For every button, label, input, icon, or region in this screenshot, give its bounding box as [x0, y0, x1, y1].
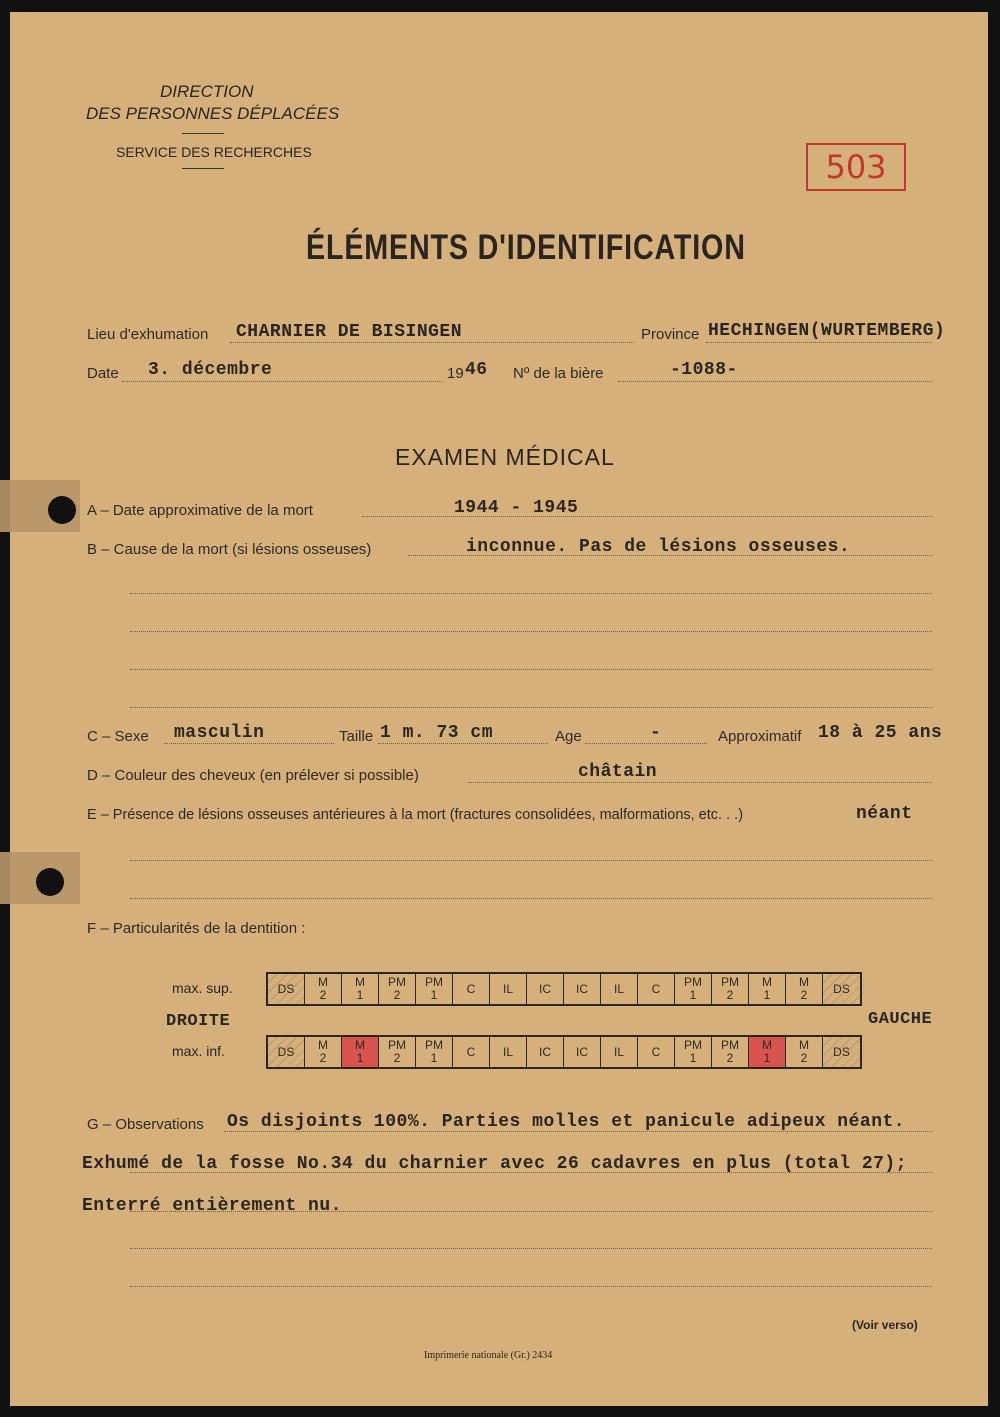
tooth-type: PM	[388, 975, 406, 989]
upper-tooth-ds	[823, 974, 860, 1004]
year-suffix: 46	[465, 360, 488, 380]
lower-tooth-pm1	[675, 1037, 712, 1067]
upper-tooth-c	[453, 974, 490, 1004]
e-extra-line-1	[130, 860, 932, 861]
imprimerie-label: Imprimerie nationale (Gr.) 2434	[424, 1350, 553, 1361]
tooth-type: PM	[425, 1038, 443, 1052]
tooth-type: C	[651, 1044, 661, 1059]
binder-hole-bottom	[36, 868, 64, 896]
tooth-number: 2	[726, 988, 734, 1002]
tooth-type: IL	[613, 981, 624, 996]
f-label: F – Particularités de la dentition :	[87, 920, 306, 937]
tooth-number: 1	[356, 1051, 364, 1065]
tooth-type: IC	[539, 1044, 551, 1059]
tooth-type: PM	[388, 1038, 406, 1052]
upper-tooth-ds	[268, 974, 305, 1004]
observation-dotline-5	[130, 1286, 932, 1287]
year-prefix: 19	[447, 365, 464, 382]
tooth-number: 2	[726, 1051, 734, 1065]
tooth-number: 1	[689, 1051, 697, 1065]
lower-tooth-ds	[268, 1037, 305, 1067]
biere-value: -1088-	[670, 360, 738, 380]
upper-teeth-row	[266, 972, 862, 1006]
sexe-dotline	[164, 743, 334, 744]
service-label: SERVICE DES RECHERCHES	[116, 144, 312, 160]
form-sheet	[10, 12, 988, 1406]
tooth-type: C	[651, 981, 661, 996]
tooth-type: M	[762, 975, 772, 989]
approx-label: Approximatif	[718, 728, 802, 745]
observation-line-1: Os disjoints 100%. Parties molles et panicule adipeux néant.	[227, 1112, 906, 1132]
tooth-number: 2	[800, 988, 808, 1002]
tooth-type: M	[318, 975, 328, 989]
lower-tooth-c	[453, 1037, 490, 1067]
c-label: C – Sexe	[87, 728, 149, 745]
province-dotline	[706, 342, 932, 343]
max-inf-label: max. inf.	[172, 1043, 225, 1059]
upper-tooth-pm2	[712, 974, 749, 1004]
tooth-type: M	[355, 975, 365, 989]
upper-tooth-ic	[564, 974, 601, 1004]
tooth-type: M	[799, 1038, 809, 1052]
tooth-number: 1	[763, 1051, 771, 1065]
droite-label: DROITE	[166, 1012, 231, 1031]
a-value: 1944 - 1945	[454, 498, 579, 518]
tooth-number: 1	[356, 988, 364, 1002]
page-title: ÉLÉMENTS D'IDENTIFICATION	[306, 228, 746, 267]
tooth-type: IL	[502, 1044, 513, 1059]
observation-dotline-2	[130, 1172, 932, 1173]
a-dotline	[362, 516, 932, 517]
upper-tooth-pm1	[675, 974, 712, 1004]
tooth-number: 1	[430, 1051, 438, 1065]
org-line-2: DES PERSONNES DÉPLACÉES	[86, 104, 340, 123]
e-extra-line-2	[130, 898, 932, 899]
a-label: A – Date approximative de la mort	[87, 502, 313, 519]
binder-hole-top	[48, 496, 76, 524]
g-label: G – Observations	[87, 1116, 204, 1133]
lower-teeth-row	[266, 1035, 862, 1069]
gauche-label: GAUCHE	[868, 1010, 933, 1029]
tooth-type: PM	[425, 975, 443, 989]
date-value: 3. décembre	[148, 360, 273, 380]
upper-tooth-pm1	[416, 974, 453, 1004]
examen-heading: EXAMEN MÉDICAL	[395, 444, 615, 470]
lower-tooth-ic	[564, 1037, 601, 1067]
observation-dotline-3	[130, 1211, 932, 1212]
tooth-type: PM	[684, 1038, 702, 1052]
lower-tooth-ic	[527, 1037, 564, 1067]
upper-tooth-m2	[786, 974, 823, 1004]
tooth-number: 2	[319, 988, 327, 1002]
tooth-number: 2	[393, 1051, 401, 1065]
tooth-type: IL	[502, 981, 513, 996]
upper-tooth-c	[638, 974, 675, 1004]
upper-tooth-m1	[749, 974, 786, 1004]
lower-tooth-pm1	[416, 1037, 453, 1067]
tooth-type: M	[762, 1038, 772, 1052]
d-value: châtain	[578, 762, 658, 782]
date-label: Date	[87, 365, 119, 382]
biere-dotline	[618, 381, 932, 382]
e-label: E – Présence de lésions osseuses antérieures à la mort (fractures consolidées, malformations, etc. . .)	[87, 807, 744, 823]
observation-line-3: Enterré entièrement nu.	[82, 1196, 342, 1216]
lower-tooth-m2	[786, 1037, 823, 1067]
tooth-type: IC	[576, 981, 588, 996]
tooth-type: DS	[277, 1044, 295, 1059]
tooth-type: C	[466, 1044, 476, 1059]
taille-label: Taille	[339, 728, 374, 745]
org-line-1: DIRECTION	[160, 82, 254, 101]
tooth-type: DS	[277, 981, 295, 996]
upper-tooth-m2	[305, 974, 342, 1004]
province-label: Province	[641, 326, 700, 343]
lieu-dotline	[230, 342, 634, 343]
max-sup-label: max. sup.	[172, 980, 233, 996]
voir-verso: (Voir verso)	[852, 1318, 918, 1332]
biere-label: Nº de la bière	[513, 365, 604, 382]
tooth-type: M	[355, 1038, 365, 1052]
file-number: 503	[825, 148, 887, 186]
lower-tooth-m1	[342, 1037, 379, 1067]
b-label: B – Cause de la mort (si lésions osseuses)	[87, 541, 372, 558]
upper-tooth-il	[601, 974, 638, 1004]
tooth-number: 2	[319, 1051, 327, 1065]
tooth-number: 2	[800, 1051, 808, 1065]
tooth-type: PM	[684, 975, 702, 989]
b-value: inconnue. Pas de lésions osseuses.	[466, 537, 851, 557]
tooth-number: 1	[689, 988, 697, 1002]
tooth-type: IC	[576, 1044, 588, 1059]
lower-tooth-ds	[823, 1037, 860, 1067]
upper-tooth-pm2	[379, 974, 416, 1004]
header-rule-1	[182, 133, 224, 134]
tooth-type: DS	[833, 1044, 850, 1059]
lieu-value: CHARNIER DE BISINGEN	[236, 322, 463, 342]
taille-dotline	[378, 743, 548, 744]
tooth-type: C	[466, 981, 476, 996]
tooth-number: 1	[763, 988, 771, 1002]
e-value: néant	[856, 804, 913, 824]
b-extra-line-4	[130, 707, 932, 708]
d-dotline	[468, 782, 932, 783]
lower-tooth-pm2	[379, 1037, 416, 1067]
age-dotline	[585, 743, 707, 744]
lower-tooth-c	[638, 1037, 675, 1067]
lower-tooth-m2	[305, 1037, 342, 1067]
tooth-type: IL	[613, 1044, 624, 1059]
upper-tooth-ic	[527, 974, 564, 1004]
sexe-value: masculin	[174, 723, 265, 743]
lieu-label: Lieu d'exhumation	[87, 326, 209, 343]
date-dotline	[122, 381, 442, 382]
tooth-type: PM	[721, 975, 739, 989]
observation-line-2: Exhumé de la fosse No.34 du charnier avec 26 cadavres en plus (total 27);	[82, 1154, 908, 1174]
province-value: HECHINGEN(WURTEMBERG)	[708, 321, 946, 341]
tooth-number: 2	[393, 988, 401, 1002]
tooth-type: DS	[833, 981, 850, 996]
upper-tooth-m1	[342, 974, 379, 1004]
tooth-type: IC	[539, 981, 551, 996]
header-rule-2	[182, 168, 224, 169]
upper-tooth-il	[490, 974, 527, 1004]
lower-tooth-il	[601, 1037, 638, 1067]
file-number-stamp	[806, 143, 906, 191]
lower-tooth-pm2	[712, 1037, 749, 1067]
taille-value: 1 m. 73 cm	[380, 723, 494, 743]
b-extra-line-3	[130, 669, 932, 670]
observation-dotline-1	[224, 1131, 932, 1132]
age-label: Age	[555, 728, 582, 745]
tooth-type: M	[799, 975, 809, 989]
d-label: D – Couleur des cheveux (en prélever si possible)	[87, 767, 419, 784]
b-extra-line-1	[130, 593, 932, 594]
tooth-type: M	[318, 1038, 328, 1052]
lower-tooth-il	[490, 1037, 527, 1067]
tooth-number: 1	[430, 988, 438, 1002]
observation-dotline-4	[130, 1248, 932, 1249]
age-value: -	[650, 723, 662, 743]
lower-tooth-m1	[749, 1037, 786, 1067]
approx-value: 18 à 25 ans	[818, 723, 943, 743]
b-extra-line-2	[130, 631, 932, 632]
tooth-type: PM	[721, 1038, 739, 1052]
